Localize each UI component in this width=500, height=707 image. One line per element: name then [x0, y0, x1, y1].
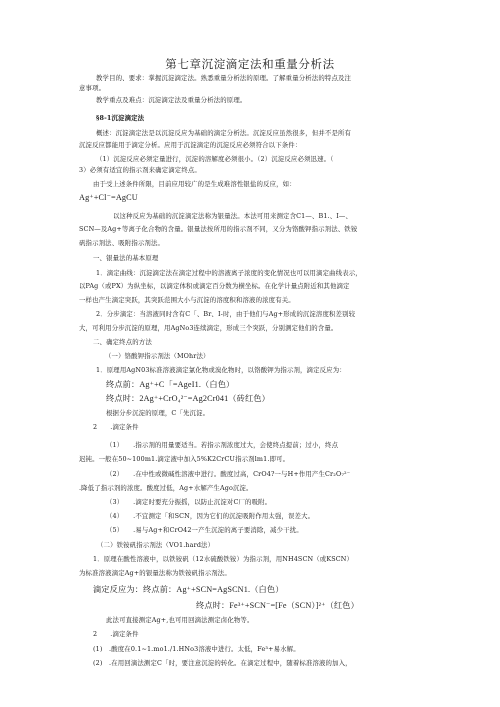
list-item: （4） .不宜测定「和SCN，因为它们的沉淀吸附作用太强，误差大。 — [106, 512, 315, 520]
list-item: （3） .滴定时要充分振摇，以防止沉淀对C厂的吸附。 — [106, 498, 272, 506]
subsection-heading: 一、银量法的基本原理 — [93, 254, 159, 262]
paragraph-line: （1）沉淀反应必须定量进行，沉淀的溶解度必须很小。（2）沉淀反应必须迅速。（ — [96, 155, 334, 163]
teaching-goal-line: 意事项。 — [79, 84, 106, 92]
formula-line: 终点时：Fe³⁺+SCN⁻=[Fe（SCN）]²⁺（红色） — [196, 601, 359, 610]
paragraph-line: 概述：沉淀滴定法是以沉淀反应为基础的滴定分析法。沉淀反应虽然很多，但并不是所有 — [96, 129, 352, 137]
paragraph-line: 1．滴定曲线：沉淀滴定法在滴定过程中的溶液离子浓度的变化情况也可以用滴定曲线表示， — [96, 269, 362, 277]
paragraph-line: SCN—及Ag+等离子化合物的含量。银量法按所用的指示剂不同，又分为铬酸钾指示剂法、铁铵 — [79, 225, 358, 233]
paragraph-line: 迟钝。一般在50~100m1.滴定液中加入5%K2CrCU指示剂lm1.即可。 — [79, 455, 290, 463]
paragraph-line: 此法可直接测定Ag+,也可用回滴法测定卤化物等。 — [106, 616, 254, 624]
formula-line: 滴定反应为：终点前：Ag⁺+SCN=AgSCN1.（白色） — [93, 585, 284, 594]
teaching-goal-line: 教学目的、要求：掌握沉淀滴定法。熟悉重量分析法的原理。了解重量分析法的特点及注 — [96, 74, 352, 82]
paragraph-line: 2．分步滴定：当溶液同时含有C「、Br、I-时，由于他们与Ag+形成的沉淀溶度积差别较 — [96, 310, 356, 318]
list-item: （5） .易与Ag+和CrO42一产生沉淀的离子要消除，减少干扰。 — [106, 526, 303, 534]
paragraph-line: .降低了指示剂的浓度。酸度过低，Ag+水解产生Ago沉淀。 — [79, 484, 253, 492]
method-heading: （一）铬酸钾指示剂法（MOhr法） — [105, 352, 210, 360]
list-heading: 2 .滴定条件 — [93, 630, 139, 638]
paragraph-line: 一样也产生滴定突跃，其突跃范围大小与沉淀的溶度积和溶液的浓度有关。 — [79, 296, 295, 304]
paragraph-line: 由于受上述条件所限，目前应用较广的是生成难溶性银盐的反应，如： — [93, 180, 296, 188]
list-item: （2） .在中性或微碱性溶液中进行。酸度过高，CrO4?一与H+作用产生Cr₂O₇²⁻ — [106, 470, 351, 478]
paragraph-line: 以这种反应为基础的沉淀滴定法称为银量法。本法可用来测定含C1—、B1.、I—、 — [113, 212, 353, 220]
paragraph-line: 3）必须有适宜的指示剂来确定滴定终点。 — [79, 166, 201, 174]
formula-line: 终点时：2Ag⁺+CrO₄²⁻=Ag2Cr041（砖红色） — [106, 394, 270, 403]
paragraph-line: 1．原理用AgN03标准溶液滴定氯化物或溴化物时，以铬酸钾为指示剂，滴定反应为： — [96, 366, 346, 374]
paragraph-line: 根据分步沉淀的原理，C「先沉淀。 — [106, 409, 210, 417]
key-points-line: 教学重点及难点：沉淀滴定法及重量分析法的原理。 — [96, 96, 247, 104]
method-heading: （二）铁铵矾指示剂法（VO1.hard法） — [97, 541, 215, 549]
paragraph-line: 以PAg（或PX）为纵坐标，以滴定体积或滴定百分数为横坐标。在化学计量点附近和其他滴定 — [79, 282, 350, 290]
list-item: (1) .酸度在0.1~1.mo1./1.HNo3溶液中进行。太低，Fe³+易水解。 — [93, 645, 300, 653]
paragraph-line: 1．原理在酸性溶液中，以铁铵矾（12水硫酸铁铵）为指示剂，用NH4SCN（或KSCN） — [93, 555, 354, 563]
list-item: (2) .在用回滴法测定C「时，要注意沉淀的转化。在滴定过程中，随着标准溶液的加入， — [93, 659, 352, 667]
page-title: 第七章沉淀滴定法和重量分析法 — [165, 57, 335, 71]
formula-line: Ag⁺+Cl⁻=AgCU — [79, 193, 138, 202]
paragraph-line: 沉淀反应都能用于滴定分析。应用于沉淀滴定的沉淀反应必须符合以下条件： — [79, 141, 302, 149]
section-heading: §8-1沉淀滴定法 — [96, 114, 145, 122]
list-heading: 2 .滴定条件 — [93, 423, 139, 431]
subsection-heading: 二、确定终点的方法 — [93, 338, 152, 346]
formula-line: 终点前：Ag⁺+C「=AgeI1.（白色） — [106, 380, 235, 389]
list-item: （1） .指示剂的用量要适当。若指示剂浓度过大，会使终点提前；过小，终点 — [106, 441, 339, 449]
paragraph-line: 大，可利用分步沉淀的原理，用AgNo3连续滴定，形成三个突跃，分别测定他们的含量。 — [79, 324, 338, 332]
paragraph-line: 矾指示剂法、吸附指示剂法。 — [79, 239, 165, 247]
paragraph-line: 为标准溶液滴定Ag+的银量法称为铁铵矾指示剂法。 — [79, 569, 231, 577]
